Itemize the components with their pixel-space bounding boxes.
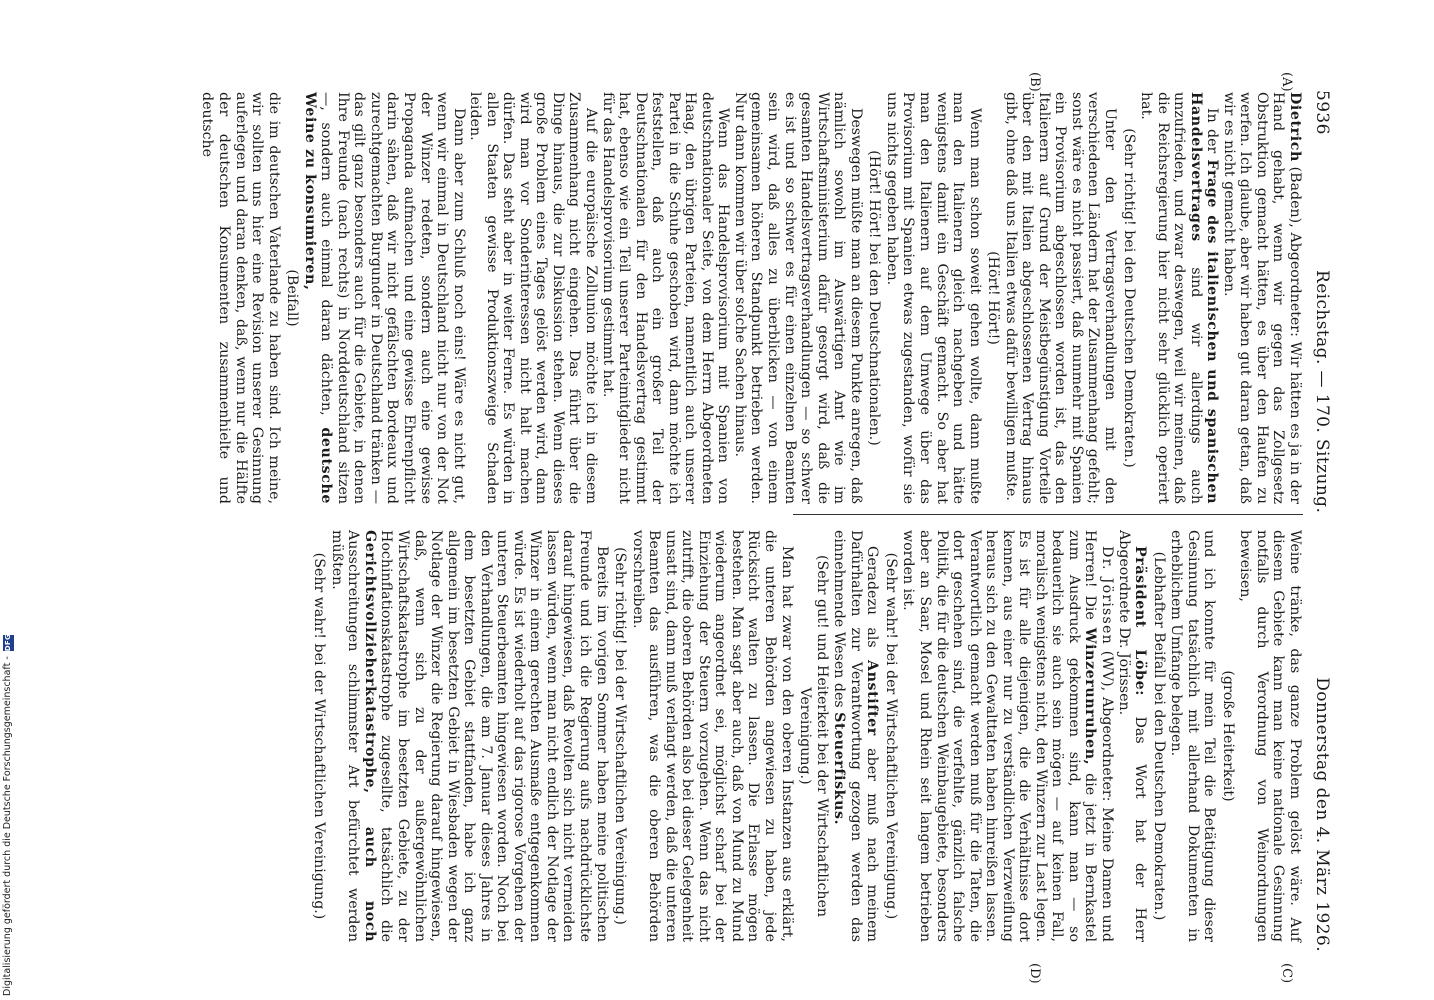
- margin-mark-c: (C): [1279, 963, 1294, 984]
- speech-paragraph: Bereits im vorigen Sommer haben meine politischen Freunde und ich die Regierung aufs nachdrücklichste darauf hingewiesen, daß Revolten sich nicht vermeiden lassen würden, wenn man nicht endlich der Notlage der Winzer in einem gerechten Ausmaße entgegenkommen würde. Es ist wiederholt auf das rigorose Vorgehen der unteren Steuerbeamten hingewiesen worden. Noch bei den Verhandlungen, die am 7. Januar dieses Jahres in dem besetzten Gebiet stattfanden, habe ich ganz allgemein im besetzten Gebiet in Wiesbaden wegen der Notlage der Winzer die Regierung darauf hingewiesen, daß, wenn sich zu der außergewöhnlichen Wirtschaftskatastrophe im besetzten Gebiete, zu der Hochinflationskatastrophe zugesellte, tatsächlich die Gerichtsvollzieherkatastrophe, auch noch Ausschreitungen schlimmster Art befürchtet werden müßten.: [328, 530, 610, 942]
- reaction-note: (Beifall): [284, 269, 301, 327]
- dfg-logo: DFG: [3, 634, 12, 652]
- left-column: [199, 92, 1303, 504]
- speech-paragraph: Weine tränke, das ganze Problem gelöst wäre. Auf diesem Gebiete kann man keine nationale Gesinnung notfalls durch Verordnung von Weinordnungen beweisen,: [1237, 530, 1303, 942]
- margin-mark-b: (B): [1027, 72, 1042, 92]
- digitization-footer: [2, 635, 14, 996]
- emphasis: Winzerunruhen,: [1082, 627, 1099, 766]
- reaction-note: (Lebhafter Beifall bei den Deutschen Demokraten.): [1150, 551, 1167, 921]
- margin-mark-a: (A): [1279, 72, 1294, 92]
- speech-paragraph: und ich konnte für mein Teil die Betätigung dieser Gesinnung tatsächlich mit allerhand Dokumenten in erheblichem Umfange belegen.: [1168, 530, 1218, 942]
- emphasis: Gerichtsvollzieherkatastrophe, auch noch: [361, 530, 378, 942]
- speaker-name: Präsident Löbe:: [1132, 546, 1149, 697]
- speech-paragraph: Man hat zwar von den oberen Instanzen aus erklärt, die unteren Behörden angewiesen zu haben, jede Rücksicht walten zu lassen. Die Erlasse mögen bestehen. Man sagt aber auch, daß von Mund zu Mund wiederum angeordnet sei, möglichst scharf bei der Einziehung der Steuern vorzugehen. Wenn das nicht zutrifft, die oberen Behörden also bei dieser Gelegenheit unsatt sind, dann muß verlangt werden, daß die unteren Beamten das ausführen, was die oberen Behörden vorschreiben.: [629, 530, 795, 942]
- page-number: 5936: [1312, 90, 1332, 135]
- speech-paragraph: Auf die europäische Zollunion möchte ich in diesem Zusammenhang nicht eingehen. Das führt über die Dinge hinaus, die zur Diskussion stehen. Wenn dieses große Problem eines Tages gelöst werden wird, dann wird man vor Sonderinteressen nicht halt machen dürfen. Das steht aber in weiter Ferne. Es würden in allen Staaten gewisse Produktionszweige Schaden leiden.: [467, 92, 600, 504]
- session-title: Reichstag. — 170. Sitzung.: [1312, 270, 1332, 514]
- column-divider: [793, 514, 1303, 515]
- session-date: Donnerstag den 4. März 1926.: [1312, 677, 1332, 952]
- speech-paragraph: Wenn man schon soweit gehen wollte, dann mußte man den Italienern gleich nachgeben und hätte wenigstens damit ein Geschäft gemacht. So aber hat man den Italienern auf dem Umwege über das Provisorium mit Spanien etwas zugestanden, wofür sie uns nichts gegeben haben.: [883, 92, 983, 504]
- emphasis: Frage des italienischen und spanischen Handelsvertrages: [1187, 92, 1221, 505]
- reaction-note: (Hört! Hört! bei den Deutschnationalen.): [866, 150, 883, 446]
- speech-paragraph: Deswegen müßte man an diesem Punkte anregen, daß nämlich sowohl im Auswärtigen Amt wie im Wirtschaftsministerium dafür gesorgt wird, daß die gesamten Handelsvertragsverhandlungen — so schwer es ist und so schwer es für einen einzelnen Beamten sein wird, daß alles zu überblicken — von einem gemeinsamen höheren Standpunkt betrieben werden. Nur dann kommen wir über solche Sachen hinaus.: [731, 92, 864, 504]
- reaction-note: (Sehr wahr! bei der Wirtschaftlichen Vereinigung.): [311, 552, 328, 920]
- speech-paragraph: Geradezu als Anstifter aber muß nach meinem Dafürhalten zur Verantwortung gezogen werden das einnehmende Wesen des Steuerfiskus.: [831, 530, 881, 943]
- margin-mark-d: (D): [1027, 963, 1042, 984]
- reaction-note: (Sehr richtig! bei der Wirtschaftlichen Vereinigung.): [612, 547, 629, 925]
- speech-paragraph: In der Frage des italienischen und spanischen Handelsvertrages sind wir allerdings auch unzufrieden, und zwar deswegen, weil wir meinen, daß die Reichsregierung hier nicht sehr glücklich operiert hat.: [1138, 92, 1221, 505]
- reaction-note: (Hört! Hört!): [985, 251, 1002, 345]
- speech-paragraph: die im deutschen Vaterlande zu haben sind. Ich meine, wir sollten uns hier eine Revision unserer Gesinnung auferlegen und daran denken, daß, wenn nur die Hälfte der deutschen Konsumenten zusammenhielte und deutsche: [199, 92, 282, 504]
- emphasis: Anstifter: [864, 660, 881, 736]
- reaction-note: (Sehr gut! und Heiterkeit bei der Wirtschaftlichen Vereinigung.): [797, 554, 830, 918]
- reaction-note: (Sehr richtig! bei den Deutschen Demokraten.): [1120, 128, 1137, 468]
- protocol-page: [115, 70, 1332, 984]
- reaction-note: (große Heiterkeit): [1219, 670, 1236, 802]
- right-column: [309, 530, 1303, 942]
- speech-paragraph: Dr. Jörissen (WV), Abgeordneter: Meine Damen und Herren! Die Winzerunruhen, die jetzt in Bernkastel zum Ausdruck gekommen sind, kann man — so bedauerlich sie auch sein mögen — auf keinen Fall, moralisch wenigstens nicht, den Winzern zur Last legen. Es ist für alle diejenigen, die die Verhältnisse dort kennen, aus einer nur zu verständlichen Verzweiflung heraus sich zu den Gewalttaten haben hinreißen lassen. Verantwortlich gemacht werden muß für die Taten, die dort geschehen sind, die verfehlte, gänzlich falsche Politik, die für die deutschen Weinbaugebiete, besonders aber an Saar, Mosel und Rhein seit langem betrieben worden ist.: [900, 530, 1115, 943]
- reaction-note: (Sehr wahr! bei der Wirtschaftlichen Vereinigung.): [882, 552, 899, 920]
- emphasis: deutsche Weine zu konsumieren,: [301, 92, 335, 504]
- footer-text: Digitalisierung gefördert durch die Deutsche Forschungsgemeinschaft -: [2, 656, 13, 996]
- speech-paragraph: Wenn das Handelsprovisorium mit Spanien von deutschnationaler Seite, von dem Herrn Abgeordneten Haag, den übrigen Parteien, namentlich auch unserer Partei in die Schuhe geschoben wird, dann möchte ich feststellen, daß auch ein großer Teil der Deutschnationalen für den Handelsvertrag gestimmt hat, ebenso wie ein Teil unserer Parteimitglieder nicht für das Handelsprovisorium gestimmt hat.: [599, 92, 732, 504]
- speech-paragraph: Unter den Vertragsverhandlungen mit den verschiedenen Ländern hat der Zusammenhang gefehlt; sonst wäre es nicht passiert, daß nunmehr mit Spanien ein Provisorium abgeschlossen worden ist, das den Italienern auf Grund der Meistbegünstigung Vorteile über den mit Italien abgeschlossenen Vertrag hinaus gibt, ohne daß uns Italien etwas dafür bewilligen mußte.: [1002, 92, 1118, 504]
- speaker-name: Dr. Jörissen: [1098, 546, 1115, 645]
- speech-paragraph: Dann aber zum Schluß noch eins! Wäre es nicht gut, wenn wir einmal in Deutschland nicht nur von der Not der Winzer redeten, sondern auch eine gewisse Propaganda aufmachen und eine gewisse Ehrenpflicht darin sähen, daß wir nicht gefälschten Bordeaux und zurechtgemachten Burgunder in Deutschland tränken — das gilt ganz besonders auch für die Gebiete, in denen Ihre Freunde (nach rechts) in Norddeutschland sitzen —, sondern auch einmal daran dächten, deutsche Weine zu konsumieren,: [301, 92, 467, 504]
- speech-paragraph: Dietrich (Baden), Abgeordneter: Wir hätten es ja in der Hand gehabt, wenn wir gegen das Zollgesetz Obstruktion gemacht hätten, es über den Haufen zu werfen. Ich glaube, aber wir haben gut daran getan, daß wir es nicht gemacht haben.: [1220, 92, 1303, 504]
- speech-paragraph: Präsident Löbe: Das Wort hat der Herr Abgeordnete Dr. Jörissen.: [1115, 530, 1149, 943]
- speaker-name: Dietrich: [1287, 92, 1303, 162]
- emphasis: Steuerfiskus.: [831, 712, 848, 826]
- page-header: [1306, 70, 1330, 980]
